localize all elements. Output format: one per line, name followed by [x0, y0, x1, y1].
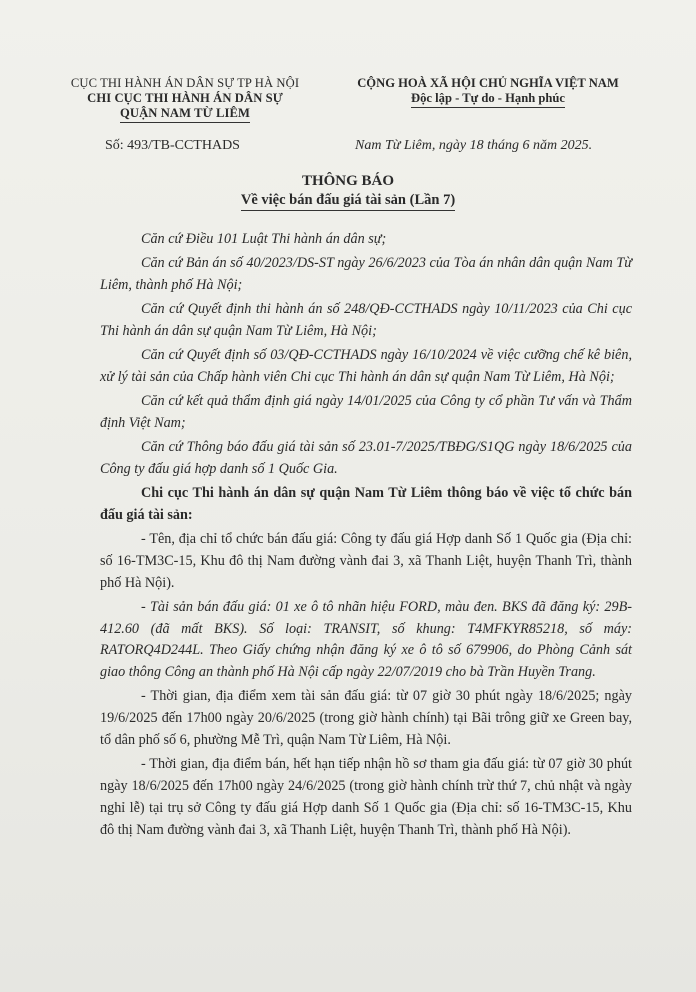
legal-basis-3: Căn cứ Quyết định thi hành án số 248/QĐ-CCTHADS ngày 10/11/2023 của Chi cục Thi hành án dân sự quận Nam Từ Liêm, Hà Nội; — [100, 301, 632, 339]
announcement-intro: Chi cục Thi hành án dân sự quận Nam Từ Liêm thông báo về việc tổ chức bán đấu giá tài sản: — [100, 485, 632, 523]
legal-basis-5: Căn cứ kết quả thẩm định giá ngày 14/01/2025 của Công ty cổ phần Tư vấn và Thẩm định Việt Nam; — [100, 393, 632, 431]
document-title: THÔNG BÁO — [301, 173, 395, 189]
issuing-agency-header — [55, 76, 315, 123]
sale-time-place: - Thời gian, địa điểm bán, hết hạn tiếp nhận hồ sơ tham gia đấu giá: từ 07 giờ 30 phút ngày 18/6/2025 đến 17h00 ngày 24/6/2025 (trong giờ hành chính trừ thứ 7, chủ nhật và ngày nghỉ lễ) tại trụ sở Công ty đấu giá Hợp danh Số 1 Quốc gia (Địa chỉ: số 16-TM3C-15, Khu đô thị Nam đường vành đai 3, xã Thanh Liệt, huyện Thanh Trì, thành phố Hà Nội). — [100, 756, 632, 838]
agency-line-2: CHI CỤC THI HÀNH ÁN DÂN SỰ — [87, 91, 283, 105]
legal-basis-1: Căn cứ Điều 101 Luật Thi hành án dân sự; — [141, 231, 387, 247]
agency-line-3: QUẬN NAM TỪ LIÊM — [120, 106, 250, 123]
legal-basis-2: Căn cứ Bản án số 40/2023/DS-ST ngày 26/6/2023 của Tòa án nhân dân quận Nam Từ Liêm, thành phố Hà Nội; — [100, 255, 632, 293]
document-date: Nam Từ Liêm, ngày 18 tháng 6 năm 2025. — [355, 138, 593, 153]
document-body — [100, 229, 632, 844]
auction-asset: - Tài sản bán đấu giá: 01 xe ô tô nhãn hiệu FORD, màu đen. BKS đã đăng ký: 29B-412.60 (đã mất BKS). Số loại: TRANSIT, số khung: T4MFKYR85218, số máy: RATORQ4D244L. Theo Giấy chứng nhận đăng ký xe ô tô số 679906, do Phòng Cảnh sát giao thông Công an thành phố Hà Nội cấp ngày 22/07/2019 cho bà Trần Huyền Trang. — [100, 598, 632, 681]
agency-line-1: CỤC THI HÀNH ÁN DÂN SỰ TP HÀ NỘI — [70, 76, 300, 90]
legal-basis-6: Căn cứ Thông báo đấu giá tài sản số 23.01-7/2025/TBĐG/S1QG ngày 18/6/2025 của Công ty đấu giá hợp danh số 1 Quốc Gia. — [100, 439, 632, 477]
country-name: CỘNG HOÀ XÃ HỘI CHỦ NGHĨA VIỆT NAM — [357, 76, 619, 90]
national-motto: Độc lập - Tự do - Hạnh phúc — [411, 91, 565, 108]
national-motto-header — [340, 76, 636, 108]
document-subtitle — [0, 192, 696, 211]
viewing-time-place: - Thời gian, địa điểm xem tài sản đấu giá: từ 07 giờ 30 phút ngày 18/6/2025; ngày 19/6/2025 đến 17h00 ngày 20/6/2025 (trong giờ hành chính) tại Bãi trông giữ xe Green bay, tổ dân phố số 6, phường Mễ Trì, quận Nam Từ Liêm, Hà Nội. — [100, 688, 632, 749]
auction-organizer: - Tên, địa chỉ tổ chức bán đấu giá: Công ty đấu giá Hợp danh Số 1 Quốc gia (Địa chỉ: số 16-TM3C-15, Khu đô thị Nam đường vành đai 3, xã Thanh Liệt, huyện Thanh Trì, thành phố Hà Nội). — [100, 531, 632, 591]
document-number: Số: 493/TB-CCTHADS — [105, 138, 240, 153]
subtitle-text: Về việc bán đấu giá tài sản (Lần 7) — [241, 192, 455, 211]
legal-basis-4: Căn cứ Quyết định số 03/QĐ-CCTHADS ngày 16/10/2024 về việc cưỡng chế kê biên, xử lý tài sản của Chấp hành viên Chi cục Thi hành án dân sự quận Nam Từ Liêm, Hà Nội; — [100, 347, 632, 385]
